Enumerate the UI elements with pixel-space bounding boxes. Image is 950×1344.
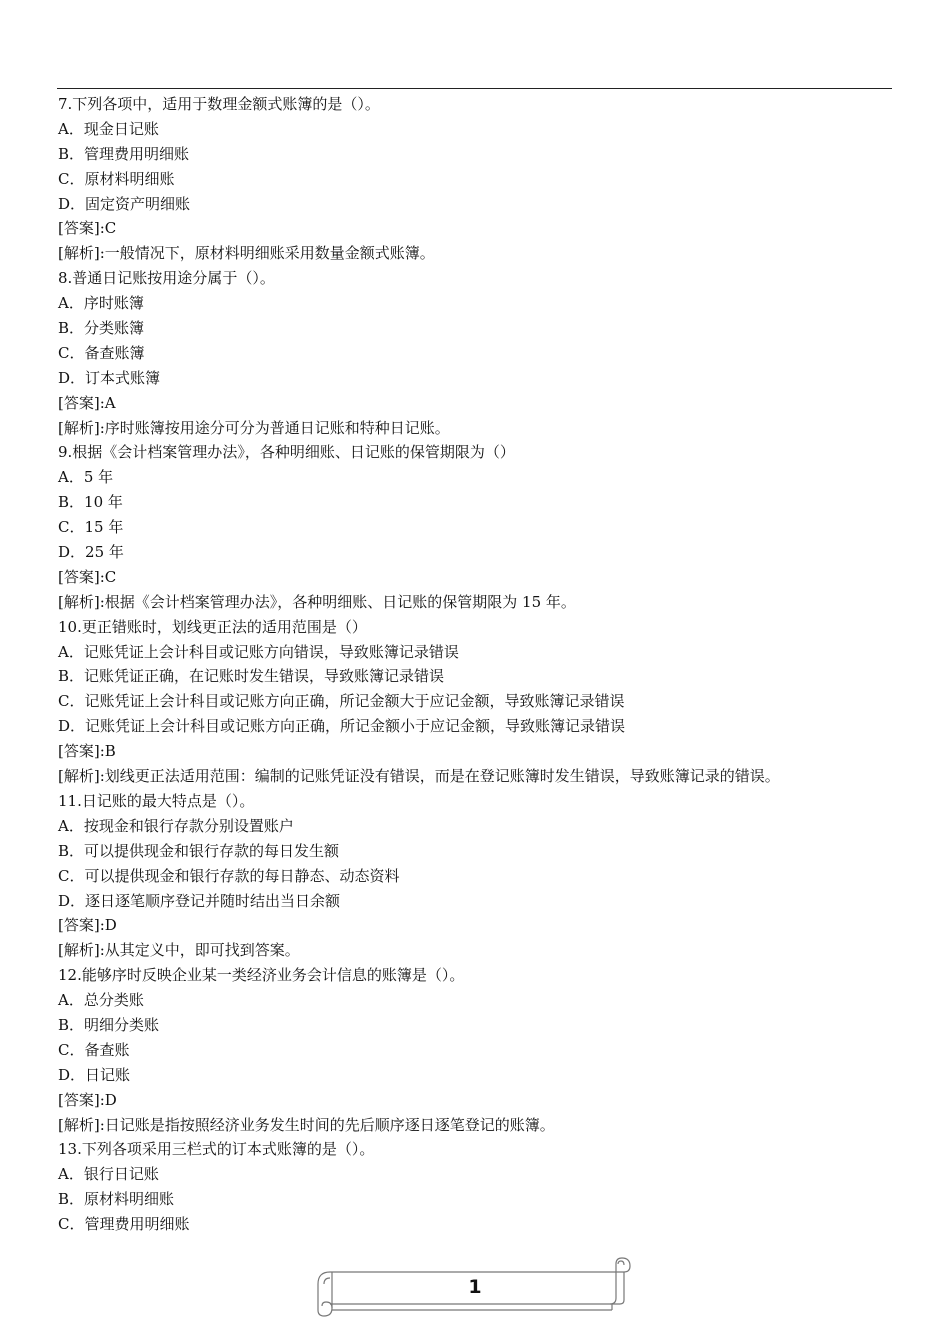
page-footer-scroll — [312, 1254, 638, 1320]
q10-analysis: [解析]:划线更正法适用范围：编制的记账凭证没有错误，而是在登记账簿时发生错误，导致账簿记录的错误。 — [58, 767, 780, 786]
q8-option-a: A．序时账簿 — [58, 294, 144, 313]
q8-answer: [答案]:A — [58, 393, 116, 412]
q8-analysis: [解析]:序时账簿按用途分可分为普通日记账和特种日记账。 — [58, 418, 450, 437]
q9-option-d: D．25 年 — [58, 543, 124, 562]
q10-option-b: B．记账凭证正确，在记账时发生错误，导致账簿记录错误 — [58, 667, 445, 686]
q12-option-b: B．明细分类账 — [58, 1015, 160, 1034]
q9-option-c: C．15 年 — [58, 518, 124, 537]
question-9: 9.根据《会计档案管理办法》，各种明细账、日记账的保管期限为（） — [58, 443, 515, 462]
question-12: 12.能够序时反映企业某一类经济业务会计信息的账簿是（）。 — [58, 966, 465, 985]
q7-option-c: C．原材料明细账 — [58, 169, 175, 188]
q12-option-c: C．备查账 — [58, 1040, 130, 1059]
page-number: 1 — [468, 1276, 482, 1298]
header-rule — [57, 88, 892, 89]
q12-analysis: [解析]:日记账是指按照经济业务发生时间的先后顺序逐日逐笔登记的账簿。 — [58, 1115, 555, 1134]
q9-option-b: B．10 年 — [58, 493, 123, 512]
q13-option-c: C．管理费用明细账 — [58, 1215, 190, 1234]
q7-answer: [答案]:C — [58, 219, 117, 238]
q7-analysis: [解析]:一般情况下，原材料明细账采用数量金额式账簿。 — [58, 244, 435, 263]
q7-option-a: A．现金日记账 — [58, 119, 159, 138]
question-list — [58, 92, 908, 1237]
q11-option-d: D．逐日逐笔顺序登记并随时结出当日余额 — [58, 891, 341, 910]
q7-option-d: D．固定资产明细账 — [58, 194, 191, 213]
q13-option-b: B．原材料明细账 — [58, 1190, 175, 1209]
q8-option-b: B．分类账簿 — [58, 319, 145, 338]
q11-answer: [答案]:D — [58, 916, 117, 935]
q9-option-a: A．5 年 — [58, 468, 114, 487]
q7-option-b: B．管理费用明细账 — [58, 144, 190, 163]
question-13: 13.下列各项采用三栏式的订本式账簿的是（）。 — [58, 1140, 375, 1159]
q8-option-c: C．备查账簿 — [58, 343, 145, 362]
question-11: 11.日记账的最大特点是（）。 — [58, 791, 255, 810]
q11-option-a: A．按现金和银行存款分别设置账户 — [58, 816, 294, 835]
q10-option-c: C．记账凭证上会计科目或记账方向正确，所记金额大于应记金额，导致账簿记录错误 — [58, 692, 625, 711]
q10-option-d: D．记账凭证上会计科目或记账方向正确，所记金额小于应记金额，导致账簿记录错误 — [58, 717, 626, 736]
q13-option-a: A．银行日记账 — [58, 1165, 159, 1184]
q11-option-c: C．可以提供现金和银行存款的每日静态、动态资料 — [58, 866, 400, 885]
question-8: 8.普通日记账按用途分属于（）。 — [58, 269, 275, 288]
q9-analysis: [解析]:根据《会计档案管理办法》，各种明细账、日记账的保管期限为 15 年。 — [58, 592, 576, 611]
q9-answer: [答案]:C — [58, 567, 117, 586]
q10-option-a: A．记账凭证上会计科目或记账方向错误，导致账簿记录错误 — [58, 642, 459, 661]
q11-analysis: [解析]:从其定义中，即可找到答案。 — [58, 941, 300, 960]
question-7: 7.下列各项中，适用于数理金额式账簿的是（）。 — [58, 95, 380, 113]
q12-option-a: A．总分类账 — [58, 991, 144, 1010]
q8-option-d: D．订本式账簿 — [58, 368, 161, 387]
q11-option-b: B．可以提供现金和银行存款的每日发生额 — [58, 841, 340, 860]
q12-answer: [答案]:D — [58, 1090, 117, 1109]
q12-option-d: D．日记账 — [58, 1065, 131, 1084]
question-10: 10.更正错账时，划线更正法的适用范围是（） — [58, 617, 367, 636]
q10-answer: [答案]:B — [58, 742, 116, 761]
